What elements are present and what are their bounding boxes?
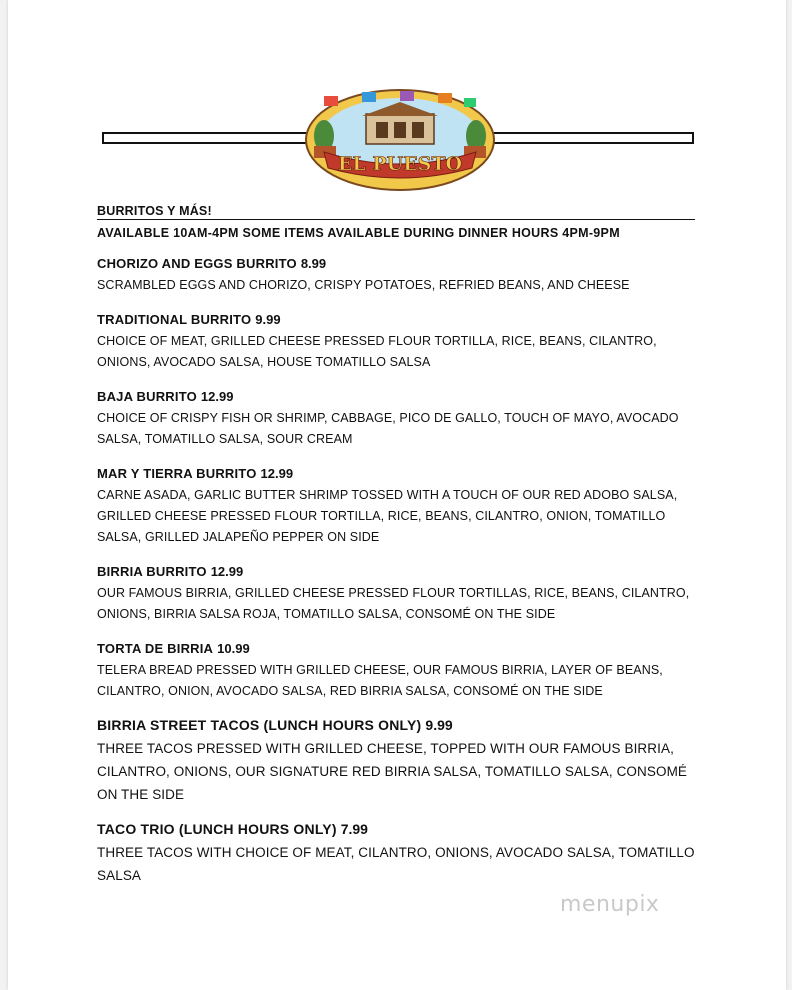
item-name: BIRRIA STREET TACOS (LUNCH HOURS ONLY) (97, 717, 422, 733)
item-description: TELERA BREAD PRESSED WITH GRILLED CHEESE, OUR FAMOUS BIRRIA, LAYER OF BEANS, CILANTRO, ONION, AVOCADO SALSA, RED BIRRIA SALSA, CONSOMÉ ON THE SIDE (97, 663, 663, 698)
item-name: TORTA DE BIRRIA (97, 641, 214, 656)
menu-item (97, 388, 697, 450)
header-bar-left (102, 132, 308, 144)
svg-text:EL PUESTO: EL PUESTO (337, 153, 463, 175)
el-puesto-logo (302, 84, 498, 194)
menu-item (97, 465, 697, 548)
menu-page (8, 0, 786, 990)
item-price: 9.99 (425, 717, 453, 733)
item-price: 12.99 (210, 564, 244, 579)
item-price: 12.99 (200, 389, 234, 404)
menupix-watermark: menupix (560, 892, 660, 917)
menu-item (97, 311, 697, 373)
item-name: TRADITIONAL BURRITO (97, 312, 252, 327)
item-description: SCRAMBLED EGGS AND CHORIZO, CRISPY POTATOES, REFRIED BEANS, AND CHEESE (97, 278, 630, 292)
item-name: BIRRIA BURRITO (97, 564, 207, 579)
item-price: 7.99 (340, 821, 368, 837)
menu-item (97, 255, 697, 296)
item-price: 12.99 (260, 466, 294, 481)
item-description: CHOICE OF MEAT, GRILLED CHEESE PRESSED FLOUR TORTILLA, RICE, BEANS, CILANTRO, ONIONS, AVOCADO SALSA, HOUSE TOMATILLO SALSA (97, 334, 657, 369)
item-price: 8.99 (300, 256, 327, 271)
header-bar-right (492, 132, 694, 144)
item-description: THREE TACOS WITH CHOICE OF MEAT, CILANTRO, ONIONS, AVOCADO SALSA, TOMATILLO SALSA (97, 845, 695, 883)
section-title: BURRITOS Y MÁS! (97, 204, 695, 220)
item-description: CARNE ASADA, GARLIC BUTTER SHRIMP TOSSED WITH A TOUCH OF OUR RED ADOBO SALSA, GRILLED CHEESE PRESSED FLOUR TORTILLA, RICE, BEANS, CILANTRO, ONION, TOMATILLO SALSA, GRILLED JALAPEÑO PEPPER ON SIDE (97, 488, 678, 544)
item-description: THREE TACOS PRESSED WITH GRILLED CHEESE, TOPPED WITH OUR FAMOUS BIRRIA, CILANTRO, ONIONS, OUR SIGNATURE RED BIRRIA SALSA, TOMATILLO SALSA, CONSOMÉ ON THE SIDE (97, 741, 688, 802)
item-price: 9.99 (255, 312, 281, 327)
item-name: TACO TRIO (LUNCH HOURS ONLY) (97, 821, 337, 837)
item-name: MAR Y TIERRA BURRITO (97, 466, 257, 481)
item-name: CHORIZO AND EGGS BURRITO (97, 256, 297, 271)
menu-item (97, 640, 697, 702)
item-name: BAJA BURRITO (97, 389, 197, 404)
hours-note: AVAILABLE 10AM-4PM SOME ITEMS AVAILABLE DURING DINNER HOURS 4PM-9PM (97, 226, 620, 240)
menu-item (97, 717, 697, 806)
menu-content (97, 204, 697, 887)
menu-item (97, 821, 697, 887)
item-description: OUR FAMOUS BIRRIA, GRILLED CHEESE PRESSED FLOUR TORTILLAS, RICE, BEANS, CILANTRO, ONIONS, BIRRIA SALSA ROJA, TOMATILLO SALSA, CONSOMÉ ON THE SIDE (97, 586, 690, 621)
menu-item (97, 563, 697, 625)
item-description: CHOICE OF CRISPY FISH OR SHRIMP, CABBAGE, PICO DE GALLO, TOUCH OF MAYO, AVOCADO SALSA, TOMATILLO SALSA, SOUR CREAM (97, 411, 679, 446)
item-price: 10.99 (217, 641, 250, 656)
